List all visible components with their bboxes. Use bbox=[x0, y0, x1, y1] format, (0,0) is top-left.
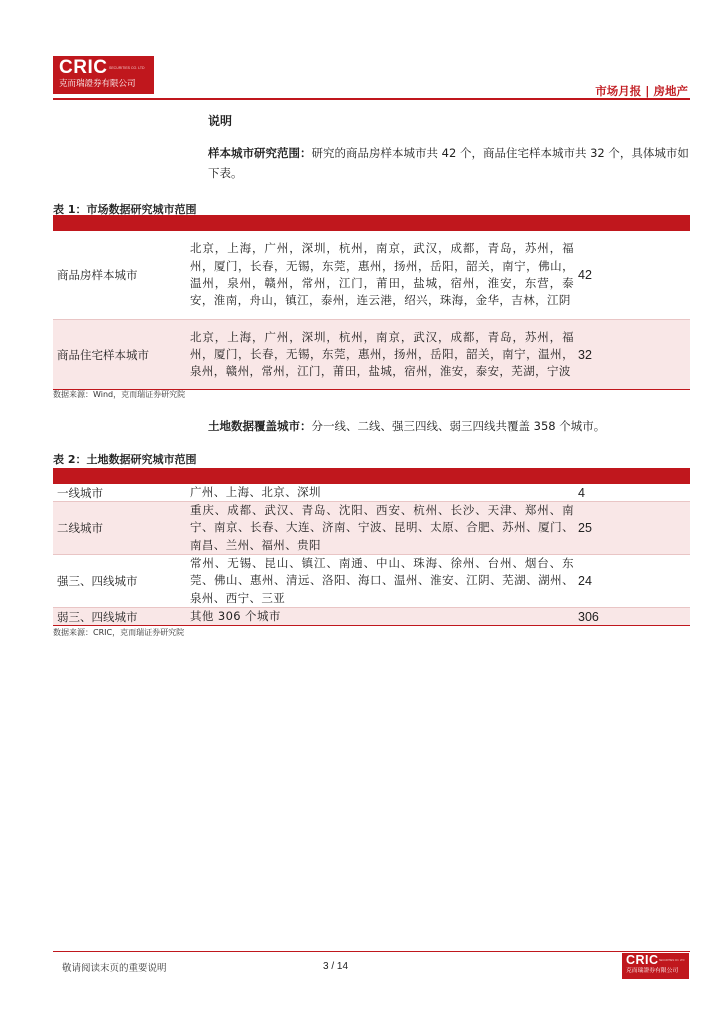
table1-title: 表 1：市场数据研究城市范围 bbox=[53, 203, 197, 216]
row-category: 商品房样本城市 bbox=[57, 268, 138, 282]
page-number: 3 / 14 bbox=[323, 961, 349, 972]
cric-logo bbox=[53, 56, 154, 94]
row-cities: 北京，上海，广州，深圳，杭州，南京，武汉，成都，青岛，苏州，福州，厦门，长春，无锡，东莞，惠州，扬州，岳阳，韶关，南宁，佛山，温州，泉州，赣州，常州，江门，莆田，盐城，宿州，淮安，东营，泰安，淮南，舟山，镇江，泰州，连云港，绍兴，珠海，金华，吉林，江阴 bbox=[190, 241, 574, 308]
sample-city-paragraph bbox=[208, 143, 690, 183]
row-category: 强三、四线城市 bbox=[57, 574, 138, 588]
table-header-bar bbox=[53, 469, 690, 484]
logo-company-name: 克而瑞證券有限公司 bbox=[626, 968, 679, 974]
row-count: 24 bbox=[578, 574, 592, 588]
row-cities: 其他 306 个城市 bbox=[190, 608, 281, 623]
row-count: 306 bbox=[578, 609, 599, 624]
paragraph-text: 研究的商品房样本城市共 42 个，商品住宅样本城市共 32 个，具体城市如下表。 bbox=[208, 146, 689, 180]
row-cities: 北京，上海，广州，深圳，杭州，南京，武汉，成都，青岛，苏州，福州，厦门，长春，无锡，东莞，惠州，扬州，岳阳，韶关，南宁，温州，泉州，赣州，常州，江门，莆田，盐城，宿州，淮安，泰安，芜湖，宁波 bbox=[190, 329, 574, 379]
row-category: 一线城市 bbox=[57, 485, 103, 500]
row-category: 商品住宅样本城市 bbox=[57, 347, 149, 362]
table-row bbox=[53, 607, 690, 625]
logo-brand: CRIC bbox=[626, 953, 659, 967]
row-count: 32 bbox=[578, 347, 592, 362]
row-category: 弱三、四线城市 bbox=[57, 609, 138, 624]
table-row bbox=[53, 554, 690, 607]
row-category: 二线城市 bbox=[57, 521, 103, 535]
header-rule bbox=[53, 98, 690, 100]
table-row bbox=[53, 319, 690, 389]
footer-rule bbox=[53, 951, 690, 952]
logo-tagline: SECURITIES CO. LTD bbox=[109, 66, 145, 70]
table-row bbox=[53, 501, 690, 554]
logo-company-name: 克而瑞證券有限公司 bbox=[59, 79, 136, 89]
cric-footer-logo bbox=[622, 953, 689, 979]
logo-brand: CRIC bbox=[59, 57, 108, 78]
table1-source: 数据来源：Wind，克而瑞证券研究院 bbox=[53, 390, 186, 399]
report-type-label: 市场月报 | 房地产 bbox=[595, 84, 688, 98]
table2-source: 数据来源：CRIC，克而瑞证券研究院 bbox=[53, 628, 185, 637]
table-row bbox=[53, 231, 690, 319]
row-count: 4 bbox=[578, 485, 585, 500]
paragraph-text: 分一线、二线、强三四线、弱三四线共覆盖 358 个城市。 bbox=[311, 419, 606, 433]
paragraph-lead: 土地数据覆盖城市： bbox=[208, 419, 312, 433]
table-header-bar bbox=[53, 216, 690, 231]
table2-title: 表 2：土地数据研究城市范围 bbox=[53, 453, 197, 466]
paragraph-lead: 样本城市研究范围： bbox=[208, 146, 312, 160]
logo-tagline: SECURITIES CO. LTD bbox=[659, 959, 685, 962]
land-data-paragraph bbox=[208, 416, 690, 436]
land-data-table bbox=[53, 468, 690, 626]
section-title: 说明 bbox=[208, 114, 233, 128]
row-count: 25 bbox=[578, 521, 592, 535]
row-count: 42 bbox=[578, 268, 592, 282]
footer-disclaimer-note: 敬请阅读末页的重要说明 bbox=[62, 963, 167, 974]
row-cities: 广州、上海、北京、深圳 bbox=[190, 484, 321, 499]
market-data-table bbox=[53, 215, 690, 390]
row-cities: 常州、无锡、昆山、镇江、南通、中山、珠海、徐州、台州、烟台、东莞、佛山、惠州、清远、洛阳、海口、温州、淮安、江阴、芜湖、湖州、泉州、西宁、三亚 bbox=[190, 555, 574, 605]
row-cities: 重庆、成都、武汉、青岛、沈阳、西安、杭州、长沙、天津、郑州、南宁、南京、长春、大连、济南、宁波、昆明、太原、合肥、苏州、厦门、南昌、兰州、福州、贵阳 bbox=[190, 502, 574, 552]
table-row bbox=[53, 484, 690, 501]
